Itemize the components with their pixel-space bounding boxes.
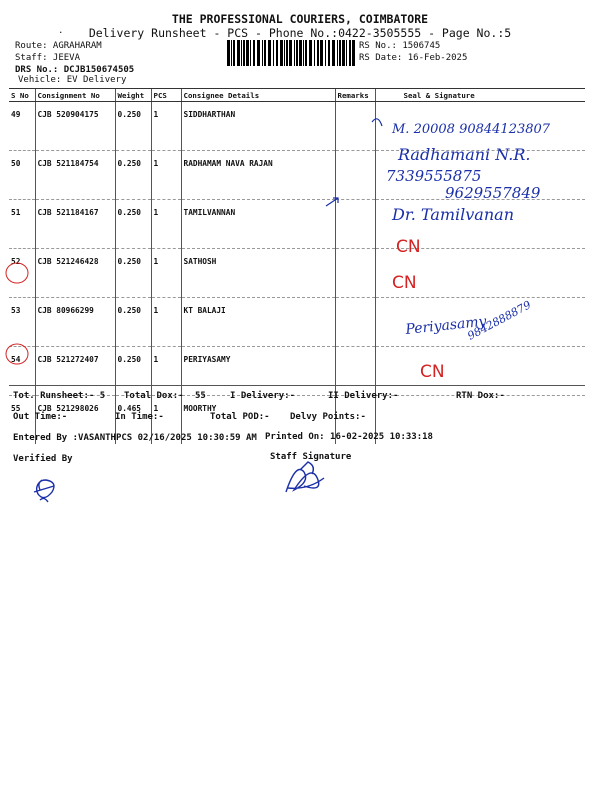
barcode-bar [339,40,341,66]
barcode-bar [262,40,263,66]
staff-signature-label: Staff Signature [270,452,352,462]
barcode-bar [342,40,345,66]
total-dox-value: 55 [195,391,206,401]
runsheet-subtitle: Delivery Runsheet - PCS - Phone No.:0422-3505555 - Page No.:5 [88,26,512,40]
barcode-bar [284,40,285,66]
row-signature [375,249,585,298]
col-consignment: Consignment No [35,89,115,102]
printed-on: Printed On: 16-02-2025 10:33:18 [265,432,433,442]
table-bottom-rule [9,385,585,386]
handwriting-row50-name: Radhamani N.R. [398,145,531,164]
row-sno: 55 [11,404,21,413]
handwriting-row54-phone: 9842888879 [465,298,534,343]
out-time: Out Time:- [13,412,68,422]
row-sno: 52 [9,249,35,298]
rtn-dox: RTN Dox:- [456,391,505,401]
row-pcs: 1 [151,396,181,445]
row-remarks [335,347,375,396]
row-weight: 0.250 [115,102,151,151]
row-consignee: RADHAMAM NAVA RAJAN [181,151,335,200]
barcode-bar [286,40,288,66]
handwriting-row54-name: Periyasamy [404,313,488,338]
row-signature [375,102,585,151]
row-consignment: CJB 521272407 [35,347,115,396]
barcode-bar [243,40,245,66]
in-time: In Time:- [115,412,164,422]
row-pcs: 1 [151,151,181,200]
col-consignee: Consignee Details [181,89,335,102]
barcode-bar [309,40,312,66]
barcode-bar [325,40,326,66]
cn-mark-row52: CN [396,237,421,257]
barcode-bar [296,40,298,66]
barcode-bar [289,40,292,66]
row-consignee: PERIYASAMY [181,347,335,396]
row-consignment: CJB 521184167 [35,200,115,249]
row-pcs: 1 [151,347,181,396]
row-remarks [335,151,375,200]
rs-number: RS No.: 1506745 [359,41,441,51]
barcode-bar [233,40,235,66]
barcode-bar [332,40,335,66]
row-consignment: CJB 521298026 [35,396,115,445]
barcode-bar [305,40,307,66]
cn-mark-row55: CN [420,362,445,382]
staff-label: Staff: JEEVA [15,53,81,63]
barcode-bar [294,40,295,66]
row-weight: 0.250 [115,347,151,396]
row-pcs: 1 [151,249,181,298]
barcode-bar [253,40,255,66]
table-row [9,298,585,347]
barcode-bar [227,40,230,66]
barcode-bar [303,40,304,66]
total-dox-label: Total Dox:- [124,391,184,401]
row-signature [375,298,585,347]
vehicle-label: Vehicle: EV Delivery [18,75,127,85]
company-title: THE PROFESSIONAL COURIERS, COIMBATORE [171,12,429,26]
row-sno: 50 [9,151,35,200]
barcode-bar [280,40,283,66]
row-signature [375,151,585,200]
handwriting-row50-phone: 7339555875 [386,167,482,185]
row-pcs: 1 [151,200,181,249]
row-remarks [335,249,375,298]
handwriting-row51-name: Dr. Tamilvanan [392,205,514,224]
barcode-bar [257,40,260,66]
verified-by: Verified By [13,454,73,464]
ii-delivery: II Delivery:- [328,391,399,401]
barcode-bar [250,40,251,66]
row-weight: 0.465 [115,396,151,445]
table-row [9,200,585,249]
rs-date: RS Date: 16-Feb-2025 [359,53,468,63]
row-remarks [335,200,375,249]
barcode-bar [268,40,271,66]
row-sno: 51 [9,200,35,249]
barcode-bar [349,40,351,66]
table-row [9,249,585,298]
row-consignment: CJB 520904175 [35,102,115,151]
row-weight: 0.250 [115,151,151,200]
barcode-bar [317,40,319,66]
row-weight: 0.250 [115,200,151,249]
col-remarks: Remarks [335,89,375,102]
total-pod: Total POD:- [210,412,270,422]
barcode-bar [237,40,240,66]
barcode-bar [320,40,323,66]
col-sno: S No [9,89,35,102]
row-consignee: TAMILVANNAN [181,200,335,249]
row-remarks [335,102,375,151]
handwriting-row49: M. 20008 90844123807 [392,122,551,137]
barcode-bar [328,40,330,66]
row-weight: 0.250 [115,298,151,347]
barcode-bar [273,40,274,66]
barcode-bar [337,40,338,66]
row-consignee: MOORTHY [181,396,335,445]
col-weight: Weight [115,89,151,102]
cn-mark-row53: CN [392,273,417,293]
row-signature [375,347,585,396]
delvy-points: Delvy Points:- [290,412,366,422]
row-consignment: CJB 521246428 [35,249,115,298]
barcode-bar [352,40,355,66]
col-pcs: PCS [151,89,181,102]
row-remarks [335,298,375,347]
barcode-bar [276,40,278,66]
barcode-bar [241,40,242,66]
barcode-bar [346,40,347,66]
row-consignment: CJB 521184754 [35,151,115,200]
row-consignment: CJB 80966299 [35,298,115,347]
table-row [9,151,585,200]
row-pcs: 1 [151,102,181,151]
table-header-row [9,89,585,102]
row-consignee: SATHOSH [181,249,335,298]
col-seal-signature: Seal & Signature [375,89,585,102]
row-sno: 54 [9,347,35,396]
route-label: Route: AGRAHARAM [15,41,102,51]
barcode-bar [264,40,266,66]
staff-signature [286,462,324,492]
barcode-bar [314,40,315,66]
row-consignee: KT BALAJI [181,298,335,347]
table-row [9,347,585,396]
verified-signature [34,480,54,502]
drs-number: DRS No.: DCJB150674505 [15,65,135,75]
i-delivery: I Delivery:- [230,391,296,401]
barcode-bar [231,40,232,66]
row-signature [375,200,585,249]
row-pcs: 1 [151,298,181,347]
row-sno: 49 [9,102,35,151]
header-dot: . [58,26,64,36]
handwriting-row51-phone: 9629557849 [445,184,541,202]
barcode-bar [246,40,249,66]
row-consignee: SIDDHARTHAN [181,102,335,151]
entered-by: Entered By :VASANTHPCS 02/16/2025 10:30:59 AM [13,433,257,443]
barcode-bar [299,40,302,66]
row-sno: 53 [9,298,35,347]
row-weight: 0.250 [115,249,151,298]
table-row [9,102,585,151]
tot-runsheet: Tot. Runsheet:- 5 [13,391,106,401]
barcode [227,40,355,66]
